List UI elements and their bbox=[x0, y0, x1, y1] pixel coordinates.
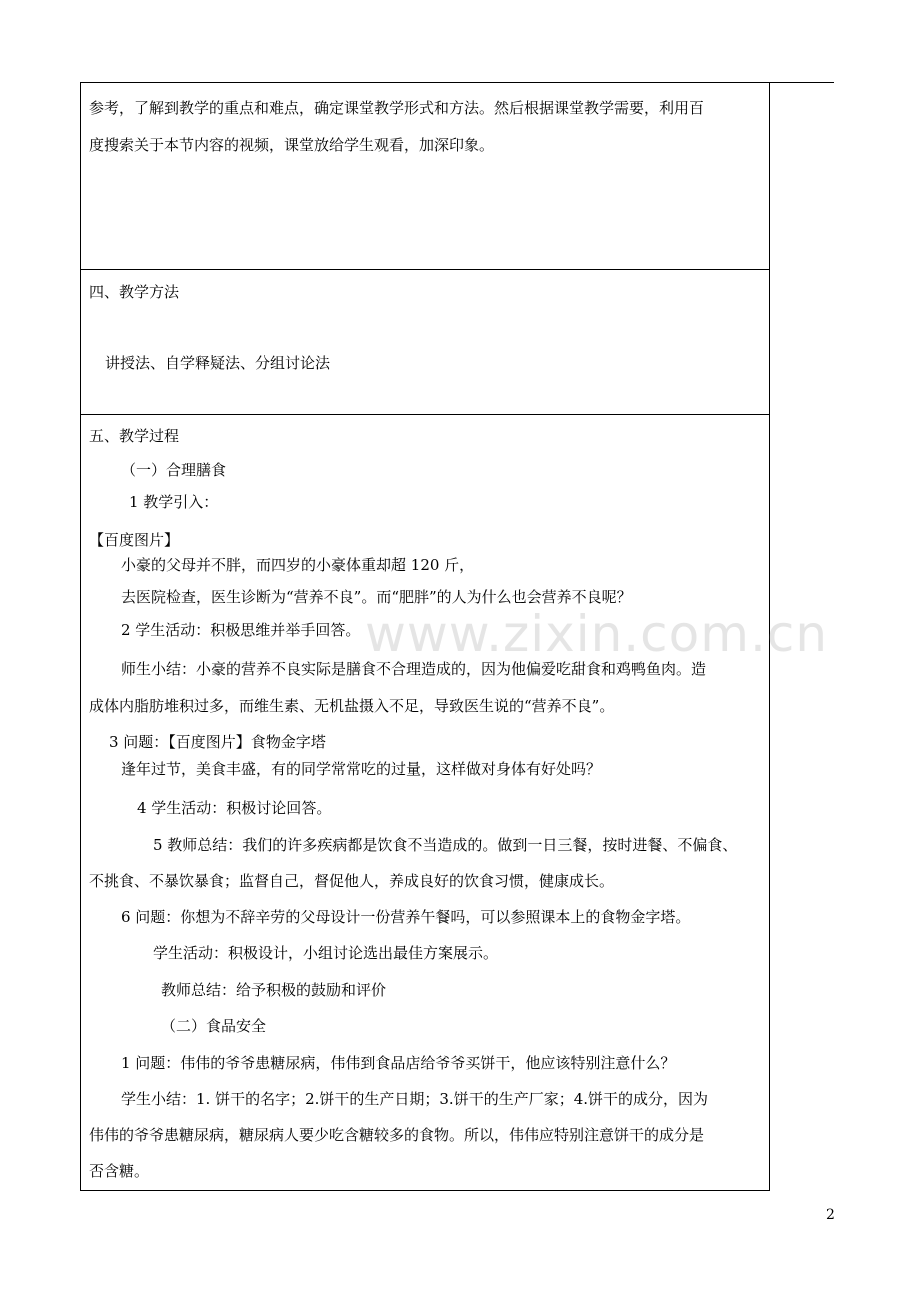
process-line: 学生小结：1. 饼干的名字；2.饼干的生产日期；3.饼干的生产厂家；4.饼干的成分，因为 bbox=[121, 1090, 709, 1108]
teaching-process-cell bbox=[80, 415, 770, 1191]
process-line: 6 问题：你想为不辞辛劳的父母设计一份营养午餐吗，可以参照课本上的食物金字塔。 bbox=[121, 908, 691, 926]
process-line: 5 教师总结：我们的许多疾病都是饮食不当造成的。做到一日三餐，按时进餐、不偏食、 bbox=[153, 836, 738, 854]
process-line: 2 学生活动：积极思维并举手回答。 bbox=[121, 621, 361, 639]
process-line: 否含糖。 bbox=[89, 1162, 150, 1180]
process-line: 去医院检查，医生诊断为“营养不良”。而“肥胖”的人为什么也会营养不良呢？ bbox=[121, 588, 632, 606]
page-number: 2 bbox=[826, 1207, 835, 1223]
process-line: 4 学生活动：积极讨论回答。 bbox=[137, 799, 332, 817]
process-line: 1 教学引入： bbox=[129, 493, 219, 511]
process-line: 小豪的父母并不胖，而四岁的小豪体重却超 120 斤， bbox=[121, 556, 475, 574]
section-3-cell bbox=[80, 82, 770, 270]
section-3-line-2: 度搜索关于本节内容的视频，课堂放给学生观看，加深印象。 bbox=[89, 136, 495, 154]
teaching-process-heading: 五、教学过程 bbox=[89, 427, 180, 445]
teaching-methods-cell bbox=[80, 270, 770, 415]
process-line: 教师总结：给予积极的鼓励和评价 bbox=[161, 981, 387, 999]
watermark: www.zixin.com.cn bbox=[365, 605, 829, 663]
process-line: 成体内脂肪堆积过多，而维生素、无机盐摄入不足，导致医生说的“营养不良”。 bbox=[89, 697, 615, 715]
process-line: （一）合理膳食 bbox=[121, 461, 227, 479]
process-line: 【百度图片】 bbox=[89, 531, 180, 549]
process-line: 伟伟的爷爷患糖尿病，糖尿病人要少吃含糖较多的食物。所以，伟伟应特别注意饼干的成分是 bbox=[89, 1126, 705, 1144]
process-line: 不挑食、不暴饮暴食；监督自己，督促他人，养成良好的饮食习惯，健康成长。 bbox=[89, 872, 615, 890]
process-line: 1 问题：伟伟的爷爷患糖尿病，伟伟到食品店给爷爷买饼干，他应该特别注意什么？ bbox=[121, 1054, 676, 1072]
section-3-line-1: 参考，了解到教学的重点和难点，确定课堂教学形式和方法。然后根据课堂教学需要，利用百 bbox=[89, 99, 705, 117]
teaching-methods-content: 讲授法、自学释疑法、分组讨论法 bbox=[105, 354, 331, 372]
process-line: 3 问题：【百度图片】食物金字塔 bbox=[109, 733, 326, 751]
process-line: 学生活动：积极设计，小组讨论选出最佳方案展示。 bbox=[153, 944, 499, 962]
teaching-methods-heading: 四、教学方法 bbox=[89, 283, 180, 301]
process-line: 师生小结：小豪的营养不良实际是膳食不合理造成的，因为他偏爱吃甜食和鸡鸭鱼肉。造 bbox=[121, 660, 707, 678]
process-line: 逢年过节，美食丰盛，有的同学常常吃的过量，这样做对身体有好处吗？ bbox=[121, 760, 602, 778]
process-line: （二）食品安全 bbox=[161, 1017, 267, 1035]
